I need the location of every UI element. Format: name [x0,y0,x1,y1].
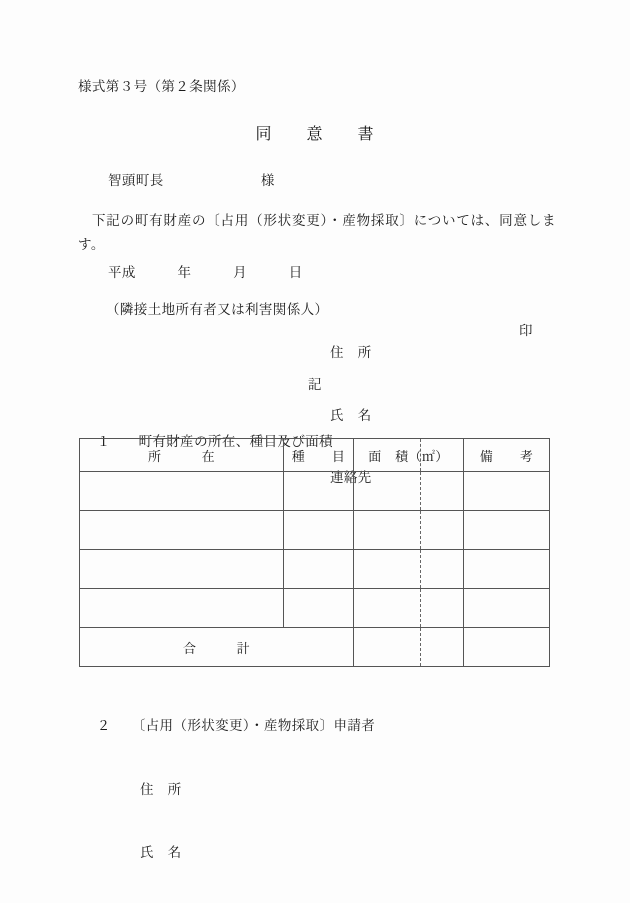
column-header-kind: 種 目 [284,439,354,472]
table-header-row [80,439,550,472]
cell-location[interactable] [80,550,284,589]
section1-title: 町有財産の所在、種目及び面積 [138,433,334,450]
section2-heading [78,697,375,756]
cell-kind[interactable] [284,550,354,589]
cell-note[interactable] [464,472,550,511]
cell-area[interactable] [354,550,464,589]
table-row [80,472,550,511]
table-row [80,511,550,550]
applicant-address-label: 住 所 [140,781,182,798]
table-body [80,472,550,667]
addressee-line: 智頭町長 様 [108,173,275,189]
column-header-note: 備 考 [464,439,550,472]
form-number: 様式第３号（第２条関係） [78,79,245,95]
column-header-area: 面 積（㎡） [354,439,464,472]
cell-kind[interactable] [284,511,354,550]
cell-note[interactable] [464,550,550,589]
cell-area[interactable] [354,589,464,628]
seal-mark: 印 [519,323,533,339]
table-total-row [80,628,550,667]
cell-location[interactable] [80,511,284,550]
cell-location[interactable] [80,589,284,628]
cell-area[interactable] [354,472,464,511]
property-table-wrap [79,438,549,667]
consenter-address-label: 住 所 [330,344,372,361]
total-area[interactable] [354,628,464,667]
consenter-name-label: 氏 名 [330,407,372,424]
cell-note[interactable] [464,589,550,628]
consenter-heading: （隣接土地所有者又は利害関係人） [106,302,329,318]
cell-kind[interactable] [284,472,354,511]
applicant-field-block [140,738,182,903]
property-table [79,438,550,667]
section2-number: ２ [96,717,111,734]
date-line: 平成 年 月 日 [108,265,303,281]
total-note[interactable] [464,628,550,667]
cell-area[interactable] [354,511,464,550]
body-paragraph: 下記の町有財産の〔占用（形状変更）・産物採取〕については、同意します。 [78,213,556,253]
cell-location[interactable] [80,472,284,511]
cell-kind[interactable] [284,589,354,628]
section1-number: １ [96,433,111,450]
page-title: 同 意 書 [255,124,375,143]
consenter-contact-label: 連絡先 [330,470,372,487]
ki-marker: 記 [308,377,322,393]
section2-title: 〔占用（形状変更）・産物採取〕申請者 [138,717,376,734]
column-header-location: 所 在 [80,439,284,472]
table-row [80,550,550,589]
applicant-name-label: 氏 名 [140,844,182,861]
cell-note[interactable] [464,511,550,550]
total-label: 合 計 [80,628,354,667]
table-row [80,589,550,628]
